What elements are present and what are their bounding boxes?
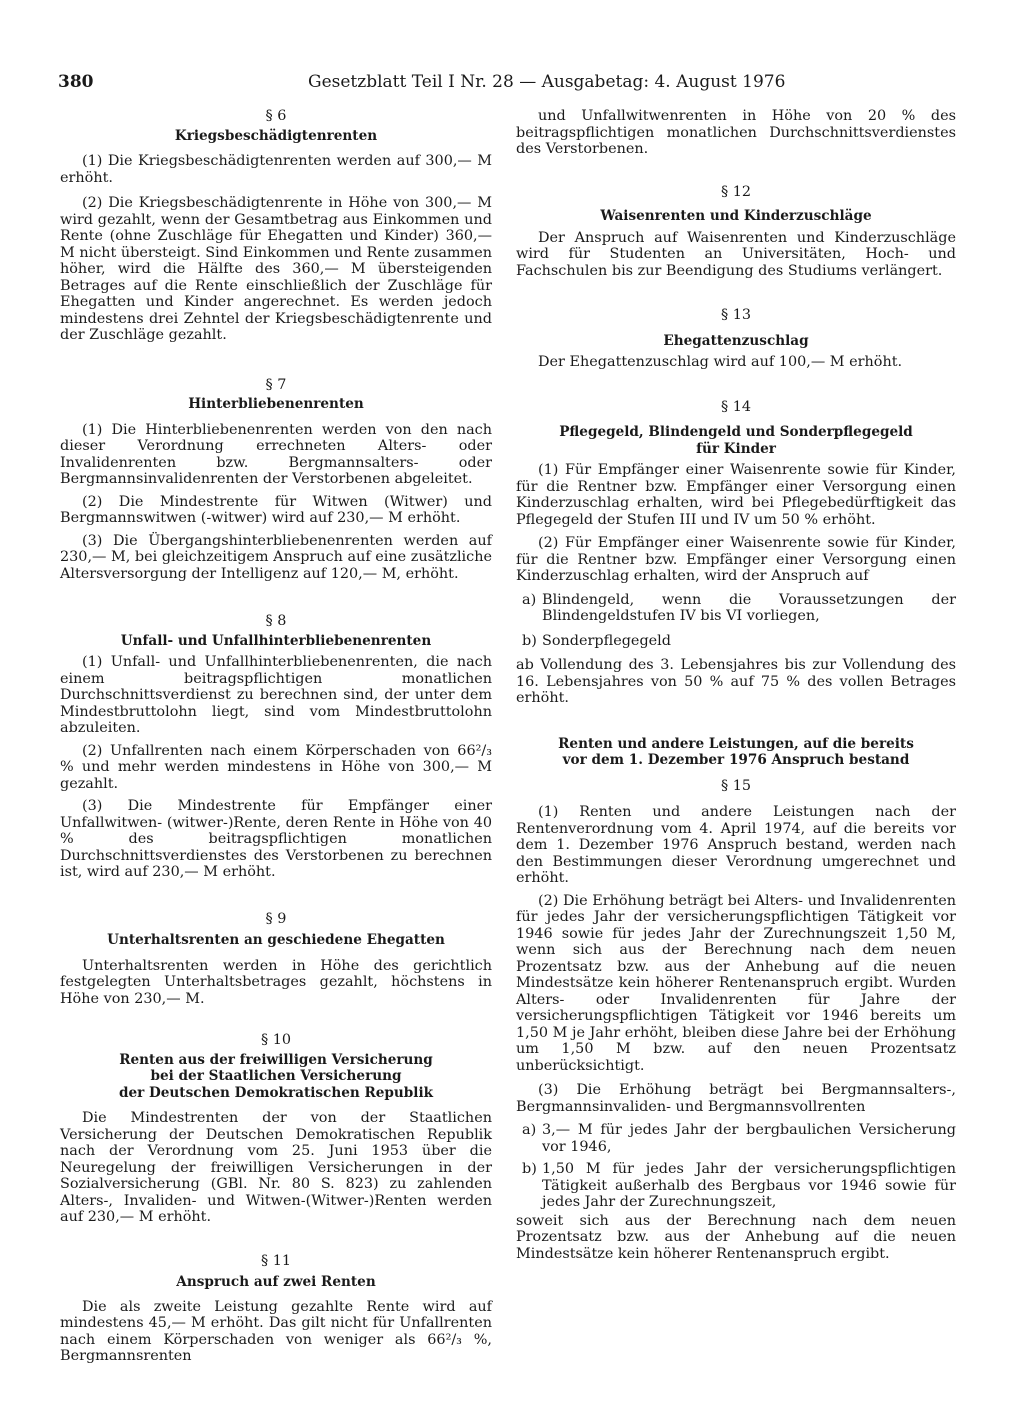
right-column: [516, 108, 956, 1262]
paragraph: (2) Die Mindestrente für Witwen (Witwer) und Bergmannswitwen (-witwer) wird auf 230,— M erhöht.: [60, 493, 492, 526]
section-number: § 6: [265, 108, 287, 124]
running-title: Gesetzblatt Teil I Nr. 28 — Ausgabetag: 4. August 1976: [308, 72, 786, 92]
paragraph: (1) Die Kriegsbeschädigtenrenten werden auf 300,— M erhöht.: [60, 153, 492, 186]
section-number: § 12: [720, 183, 752, 200]
section-title: Unfall- und Unfallhinterbliebenenrenten: [120, 632, 432, 649]
paragraph: und Unfallwitwenrenten in Höhe von 20 % des beitragspflichtigen monatlichen Durchschnittsverdienstes des Verstorbenen.: [516, 108, 956, 157]
paragraph: Unterhaltsrenten werden in Höhe des gerichtlich festgelegten Unterhaltsbetrages gezahlt, höchstens in Höhe von 230,— M.: [60, 957, 492, 1007]
section-title: Anspruch auf zwei Renten: [176, 1274, 376, 1290]
paragraph: (2) Die Erhöhung beträgt bei Alters- und Invalidenrenten für jedes Jahr der versicherungspflichtigen Tätigkeit vor 1946 sowie für jedes Jahr der Zurechnungszeit 1,50 M, wenn sich aus der Berechnung nach dem neuen Prozentsatz bzw. aus der Anhebung auf die neuen Mindestsätze kein höherer Rentenanspruch ergibt. Wurden Alters- oder Invalidenrenten für Jahre der versicherungspflichtigen Tätigkeit vor 1946 bereits um 1,50 M je Jahr erhöht, bleiben diese Jahre bei der Erhöhung um 1,50 M bzw. auf den neuen Prozentsatz unberücksichtigt.: [516, 892, 956, 1074]
list-item: [516, 1122, 956, 1155]
page-number: 380: [58, 72, 94, 92]
list-item-label: b): [522, 632, 537, 649]
list-item-text: Sonderpflegegeld: [542, 632, 671, 649]
section-number: § 8: [265, 613, 287, 629]
list-item: [516, 592, 956, 625]
section-number: § 15: [720, 777, 752, 794]
section-number: § 10: [260, 1032, 292, 1048]
list-item-label: a): [522, 591, 537, 608]
paragraph: (3) Die Mindestrente für Empfänger einer Unfallwitwen- (witwer-)Rente, deren Rente in Höhe von 40 % des beitragspflichtigen monatlichen Durchschnittsverdienstes des Verstorbenen zu berechnen ist, wird auf 230,— M erhöht.: [60, 798, 492, 880]
paragraph: (1) Unfall- und Unfallhinterbliebenenrenten, die nach einem beitragspflichtigen monatlichen Durchschnittsverdienst zu berechnen sind, der unter dem Mindestbruttolohn liegt, sind vom Mindestbruttolohn abzuleiten.: [60, 654, 492, 736]
paragraph: Die Mindestrenten der von der Staatlichen Versicherung der Deutschen Demokratischen Republik nach der Verordnung vom 25. Juni 1953 über die Neuregelung der freiwilligen Versicherungen in der Sozialversicherung (GBl. Nr. 80 S. 823) zu zahlenden Alters-, Invaliden- und Witwen-(Witwer-)Renten werden auf 230,— M erhöht.: [60, 1110, 492, 1225]
section-title: Ehegattenzuschlag: [663, 332, 809, 349]
section-title: Kriegsbeschädigtenrenten: [174, 127, 378, 144]
paragraph: (2) Unfallrenten nach einem Körperschaden von 66²/₃ % und mehr werden mindestens in Höhe von 300,— M gezahlt.: [60, 742, 492, 792]
paragraph: ab Vollendung des 3. Lebensjahres bis zur Vollendung des 16. Lebensjahres von 50 % auf 75 % des vollen Betrages erhöht.: [516, 657, 956, 706]
section-number: § 9: [265, 910, 287, 927]
left-column: [60, 108, 492, 1365]
paragraph: (3) Die Übergangshinterbliebenenrenten werden auf 230,— M, bei gleichzeitigem Anspruch auf eine zusätzliche Altersversorgung der Intelligenz auf 120,— M, erhöht.: [60, 532, 492, 582]
page-header: [58, 70, 958, 100]
paragraph: (2) Die Kriegsbeschädigtenrente in Höhe von 300,— M wird gezahlt, wenn der Gesamtbetrag aus Einkommen und Rente (ohne Zuschläge für Ehegatten und Kinder) 360,— M nicht übersteigt. Sind Einkommen und Rente zusammen höher, wird die Hälfte des 360,— M übersteigenden Betrages auf die Rente einschließlich der Zuschläge für Ehegatten und Kinder angerechnet. Es werden jedoch mindestens drei Zehntel der Kriegsbeschädigtenrente und der Zuschläge gezahlt.: [60, 195, 492, 343]
section-number: § 11: [260, 1252, 292, 1269]
section-title: Waisenrenten und Kinderzuschläge: [600, 208, 872, 224]
section-title: bei der Staatlichen Versicherung: [150, 1068, 402, 1084]
paragraph: (1) Für Empfänger einer Waisenrente sowie für Kinder, für die Rentner bzw. Empfänger einer Versorgung einen Kinderzuschlag erhalten, wird bei Pflegebedürftigkeit das Pflegegeld der Stufen III und IV um 50 % erhöht.: [516, 462, 956, 528]
section-title: der Deutschen Demokratischen Republik: [118, 1084, 434, 1101]
paragraph: (1) Die Hinterbliebenenrenten werden von den nach dieser Verordnung errechneten Alters- oder Invalidenrenten bzw. Bergmannsalters- oder Bergmannsinvalidenrenten der Verstorbenen abgeleitet.: [60, 421, 492, 487]
paragraph: Die als zweite Leistung gezahlte Rente wird auf mindestens 45,— M erhöht. Das gilt nicht für Unfallrenten nach einem Körperschaden von weniger als 66²/₃ %, Bergmannsrenten: [60, 1298, 492, 1364]
section-number: § 7: [265, 376, 287, 393]
list-item-text: 1,50 M für jedes Jahr der versicherungspflichtigen Tätigkeit außerhalb des Bergbaus vor 1946 sowie für jedes Jahr der Zurechnungszeit,: [542, 1161, 956, 1210]
section-number: § 14: [720, 398, 752, 415]
section-title: Pflegegeld, Blindengeld und Sonderpflegegeld: [559, 424, 913, 440]
section-title: Hinterbliebenenrenten: [188, 396, 364, 412]
group-heading: vor dem 1. Dezember 1976 Anspruch bestand: [562, 752, 910, 768]
paragraph: Der Ehegattenzuschlag wird auf 100,— M erhöht.: [538, 354, 903, 370]
section-title: für Kinder: [696, 440, 776, 457]
list-item-label: b): [522, 1161, 537, 1177]
paragraph: (2) Für Empfänger einer Waisenrente sowie für Kinder, für die Rentner bzw. Empfänger einer Versorgung einen Kinderzuschlag erhalten, wird der Anspruch auf: [516, 535, 956, 584]
paragraph: Der Anspruch auf Waisenrenten und Kinderzuschläge wird für Studenten an Universitäten, Hoch- und Fachschulen bis zur Beendigung des Studiums verlängert.: [516, 229, 956, 279]
section-number: § 13: [720, 307, 752, 323]
paragraph: (1) Renten und andere Leistungen nach der Rentenverordnung vom 4. April 1974, auf die bereits vor dem 1. Dezember 1976 Anspruch bestand, werden nach den Bestimmungen dieser Verordnung umgerechnet und erhöht.: [516, 804, 956, 886]
list-item-label: a): [522, 1122, 537, 1138]
group-heading: Renten und andere Leistungen, auf die bereits: [558, 735, 914, 752]
list-item: [516, 1161, 956, 1211]
paragraph: soweit sich aus der Berechnung nach dem neuen Prozentsatz bzw. aus der Anhebung auf die neuen Mindestsätze kein höherer Rentenanspruch ergibt.: [516, 1212, 956, 1262]
section-title: Unterhaltsrenten an geschiedene Ehegatten: [107, 932, 445, 948]
list-item-text: Blindengeld, wenn die Voraussetzungen der Blindengeldstufen IV bis VI vorliegen,: [542, 591, 956, 624]
section-title: Renten aus der freiwilligen Versicherung: [119, 1051, 433, 1068]
list-item-text: 3,— M für jedes Jahr der bergbaulichen Versicherung vor 1946,: [542, 1122, 956, 1155]
list-item: [516, 633, 956, 650]
paragraph: (3) Die Erhöhung beträgt bei Bergmannsalters-, Bergmannsinvaliden- und Bergmannsvollrenten: [516, 1082, 956, 1115]
